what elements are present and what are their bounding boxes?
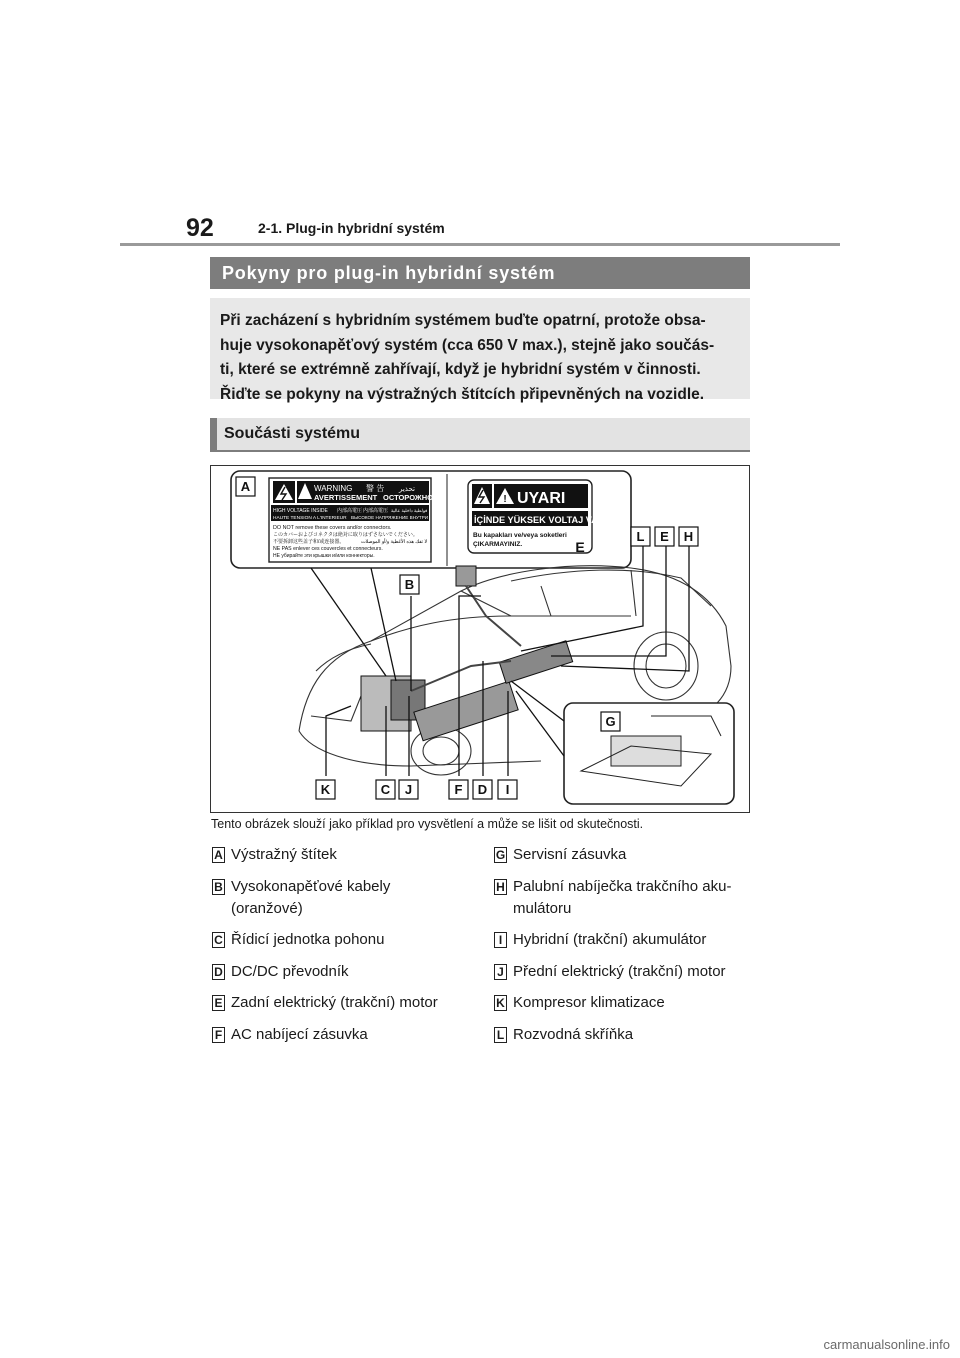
legend-item-e	[212, 992, 438, 1014]
legend-item-l	[494, 1024, 633, 1046]
hv-text-en: HIGH VOLTAGE INSIDE	[273, 508, 328, 514]
label-instr-cn: 不要拆卸这些盖子和/或连接器。	[273, 539, 345, 545]
section-title-text: Pokyny pro plug-in hybridní systém	[222, 262, 556, 283]
figure-caption: Tento obrázek slouží jako příklad pro vysvětlení a může se lišit od skutečnosti.	[211, 817, 644, 831]
callout-k: K	[320, 782, 331, 797]
warning-text-ar: تحذير	[399, 486, 415, 493]
legend-line: (oranžové)	[231, 900, 303, 917]
legend-text-b	[231, 876, 390, 920]
intro-box	[210, 298, 750, 403]
legend-item-j	[494, 961, 726, 983]
subsection-title	[210, 418, 750, 450]
leader-g2	[516, 691, 564, 756]
legend-line: AC nabíjecí zásuvka	[231, 1026, 368, 1043]
ac-socket	[456, 566, 476, 586]
leader-h	[561, 546, 689, 671]
legend-key-f: F	[212, 1027, 225, 1043]
uyari-instr-2: ÇIKARMAYINIZ.	[473, 541, 523, 548]
legend-item-g	[494, 844, 626, 866]
legend-key-c: C	[212, 932, 225, 948]
legend-text-c	[231, 929, 384, 951]
legend-item-d	[212, 961, 349, 983]
legend-text-k	[513, 992, 665, 1014]
intro-line: Při zacházení s hybridním systémem buďte opatrní, protože obsa-	[220, 312, 706, 329]
intro-line: ti, které se extrémně zahřívají, když je hybridní systém v činnosti.	[220, 361, 701, 378]
legend-item-k	[494, 992, 665, 1014]
legend-text-l	[513, 1024, 633, 1046]
callout-e-onlabel: E	[575, 539, 585, 555]
legend-line: Servisní zásuvka	[513, 846, 627, 863]
a-pillar	[461, 591, 511, 616]
section-title	[210, 257, 750, 289]
leader-f	[459, 596, 481, 776]
leader-l	[521, 546, 643, 651]
lower-body-line	[299, 731, 541, 766]
legend-line: Palubní nabíječka trakčního aku-	[513, 878, 732, 895]
label-instr-en: DO NOT remove these covers and/or connectors.	[273, 525, 392, 531]
legend-line: Vysokonapěťové kabely	[231, 878, 391, 895]
callout-a: A	[240, 479, 251, 494]
hv-text-cn: 内部高電压	[363, 508, 389, 514]
page-number: 92	[186, 214, 214, 242]
watermark[interactable]: carmanualsonline.info	[823, 1337, 950, 1352]
intro-line: Řiďte se pokyny na výstražných štítcích připevněných na vozidle.	[220, 385, 705, 403]
hv-text-ru: ВЫСОКОЕ НАПРЯЖЕНИЕ ВНУТРИ	[351, 515, 429, 520]
callout-g: G	[605, 714, 616, 729]
legend-line: mulátoru	[513, 900, 572, 917]
intro-line: huje vysokonapěťový systém (cca 650 V max.), stejně jako součás-	[220, 336, 715, 354]
legend-line: Kompresor klimatizace	[513, 994, 665, 1011]
legend-text-j	[513, 961, 726, 983]
label-instr-ru: НЕ убирайте эти крышки и/или коннекторы.	[273, 553, 375, 559]
legend-line: Hybridní (trakční) akumulátor	[513, 931, 707, 948]
label-instr-ar: لا تفك هذه الأغطية و/أو الموصلات	[361, 540, 428, 545]
uyari-title: UYARI	[517, 490, 566, 507]
legend-line: Výstražný štítek	[231, 846, 337, 863]
hv-text-jp: 内部高電圧	[337, 508, 363, 514]
leader-k	[326, 706, 351, 776]
hood-front-edge	[316, 644, 371, 671]
legend-line: Zadní elektrický (trakční) motor	[231, 994, 438, 1011]
legend-key-l: L	[494, 1027, 507, 1043]
uyari-exclamation-mark: !	[503, 494, 507, 505]
legend-item-c	[212, 929, 384, 951]
legend-key-h: H	[494, 879, 507, 895]
legend-text-a	[231, 844, 337, 866]
uyari-instr-1: Bu kapakları ve/veya soketleri	[473, 532, 567, 539]
warning-text-cjk: 警 告	[366, 484, 385, 493]
label-instr-fr: NE PAS enlever ces couvercles et connecteurs.	[273, 546, 383, 552]
leader-g	[511, 681, 564, 721]
legend-line: Řídicí jednotka pohonu	[231, 931, 385, 948]
front-hub	[423, 737, 459, 765]
legend-key-k: K	[494, 995, 507, 1011]
warning-text-fr: AVERTISSEMENT	[314, 493, 378, 502]
callout-d: D	[477, 782, 488, 797]
roof-line	[511, 570, 711, 606]
system-components-figure	[210, 465, 750, 813]
legend-key-e: E	[212, 995, 225, 1011]
legend-item-h	[494, 876, 731, 920]
callout-f: F	[454, 782, 463, 797]
legend-key-b: B	[212, 879, 225, 895]
leader-a2	[371, 568, 396, 681]
legend-item-b	[212, 876, 390, 920]
car-diagram	[211, 466, 749, 812]
hv-text-ar: فولطية داخلية عالية	[391, 508, 428, 513]
legend-key-g: G	[495, 848, 506, 862]
header-rule	[120, 243, 840, 246]
legend-text-e	[231, 992, 438, 1014]
callout-h: H	[683, 529, 694, 544]
headlight	[311, 696, 361, 721]
b-pillar	[541, 586, 551, 616]
callout-c: C	[380, 782, 391, 797]
powertrain	[361, 566, 573, 741]
warning-text-ru: ОСТОРОЖНО	[383, 493, 433, 502]
legend-line: Přední elektrický (trakční) motor	[513, 963, 726, 980]
running-title: 2-1. Plug-in hybridní systém	[258, 220, 445, 236]
legend-item-i	[494, 929, 706, 951]
legend-key-d: D	[212, 964, 225, 980]
leader-e	[551, 546, 666, 656]
legend-text-h	[513, 876, 731, 920]
legend-item-a	[212, 844, 337, 866]
legend-key-j: J	[494, 964, 507, 980]
uyari-voltage-text: İÇİNDE YÜKSEK VOLTAJ VAR	[474, 515, 605, 525]
c-pillar	[631, 570, 636, 616]
callout-l: L	[636, 529, 645, 544]
legend-text-d	[231, 961, 349, 983]
legend-line: DC/DC převodník	[231, 963, 349, 980]
legend-item-f	[212, 1024, 368, 1046]
battery-pack	[414, 681, 518, 740]
subsection-rule	[210, 450, 750, 452]
label-instr-jp: このカバーおよびコネクタは絶対に取りはずさないでください。	[273, 532, 418, 538]
legend-text-g	[513, 844, 626, 866]
callout-j: J	[404, 782, 413, 797]
warning-text-en: WARNING	[314, 484, 353, 493]
callout-e: E	[660, 529, 669, 544]
subsection-title-text: Součásti systému	[224, 425, 361, 442]
legend-text-i	[513, 929, 706, 951]
hv-text-fr: HAUTE TENSION A L'INTERIEUR	[273, 516, 347, 521]
legend-key-a: A	[212, 847, 225, 863]
callout-b: B	[404, 577, 415, 592]
callout-i: I	[505, 782, 510, 797]
legend-text-f	[231, 1024, 368, 1046]
legend-line: Rozvodná skříňka	[513, 1026, 634, 1043]
legend-key-i: I	[494, 932, 507, 948]
